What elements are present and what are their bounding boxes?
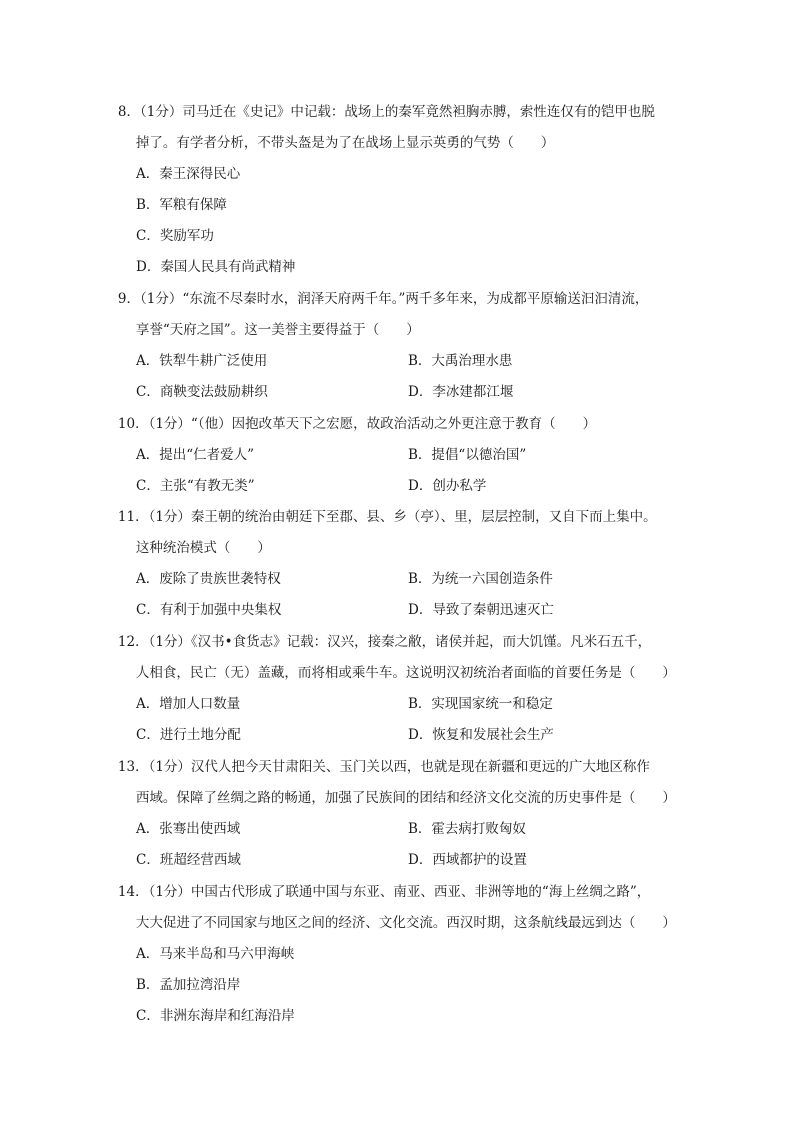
options-list [118, 689, 678, 751]
option-b[interactable]: B．实现国家统一和稳定 [408, 696, 553, 712]
stem-line-1: 14．（1分）中国古代形成了联通中国与东亚、南亚、西亚、非洲等地的“海上丝绸之路”， [117, 884, 651, 900]
stem-line-2: 享誉“天府之国”。这一美誉主要得益于（ ） [135, 322, 420, 338]
stem-line-1: 11．（1分）秦王朝的统治由朝廷下至郡、县、乡（亭）、里，层层控制，又自下而上集中。 [117, 509, 657, 525]
options-list [118, 564, 678, 626]
option-c[interactable]: C．非洲东海岸和红海沿岸 [136, 1008, 295, 1024]
option-d[interactable]: D．李冰建都江堰 [408, 384, 514, 400]
question-stem [118, 409, 678, 440]
question-10 [118, 409, 678, 502]
question-9 [118, 284, 678, 408]
option-b[interactable]: B．霍去病打败匈奴 [408, 821, 526, 837]
stem-line-2: 人相食，民亡（无）盖藏，而将相或乘牛车。这说明汉初统治者面临的首要任务是（ ） [135, 665, 676, 681]
options-list [118, 346, 678, 408]
stem-line-1: 12．（1分）《汉书•食货志》记载：汉兴，接秦之敝，诸侯并起，而大饥馑。凡米石五千， [117, 634, 652, 650]
option-c[interactable]: C．主张“有教无类” [136, 478, 255, 494]
option-b[interactable]: B．大禹治理水患 [408, 353, 513, 369]
question-stem [118, 877, 678, 939]
option-b[interactable]: B．为统一六国创造条件 [408, 571, 553, 587]
option-a[interactable]: A．铁犁牛耕广泛使用 [136, 353, 268, 369]
option-a[interactable]: A．马来半岛和马六甲海峡 [136, 946, 295, 962]
stem-line-2: 掉了。有学者分析，不带头盔是为了在战场上显示英勇的气势（ ） [135, 135, 555, 151]
question-11 [118, 502, 678, 626]
option-a[interactable]: A．秦王深得民心 [136, 166, 241, 182]
option-c[interactable]: C．奖励军功 [136, 228, 214, 244]
question-14 [118, 877, 678, 1032]
stem-line-1: 13．（1分）汉代人把今天甘肃阳关、玉门关以西，也就是现在新疆和更远的广大地区称作 [117, 759, 650, 775]
options-list [118, 159, 678, 283]
stem-line-1: 10．（1分）“（他）因抱改革天下之宏愿，故政治活动之外更注意于教育（ ） [117, 416, 597, 432]
options-list [118, 939, 678, 1032]
option-a[interactable]: A．张骞出使西域 [136, 821, 241, 837]
option-c[interactable]: C．商鞅变法鼓励耕织 [136, 384, 268, 400]
option-c[interactable]: C．有利于加强中央集权 [136, 602, 282, 618]
option-b[interactable]: B．军粮有保障 [136, 197, 227, 213]
stem-line-2: 大大促进了不同国家与地区之间的经济、文化交流。西汉时期，这条航线最远到达（ ） [135, 915, 676, 931]
option-a[interactable]: A．提出“仁者爱人” [136, 447, 255, 463]
question-8 [118, 97, 678, 283]
option-d[interactable]: D．导致了秦朝迅速灭亡 [408, 602, 554, 618]
option-a[interactable]: A．增加人口数量 [136, 696, 241, 712]
option-d[interactable]: D．恢复和发展社会生产 [408, 727, 554, 743]
option-c[interactable]: C．进行土地分配 [136, 727, 241, 743]
options-list [118, 814, 678, 876]
option-d[interactable]: D．创办私学 [408, 478, 487, 494]
question-stem [118, 627, 678, 689]
option-b[interactable]: B．提倡“以德治国” [408, 447, 527, 463]
stem-line-2: 西域。保障了丝绸之路的畅通，加强了民族间的团结和经济文化交流的历史事件是（ ） [135, 790, 676, 806]
stem-line-2: 这种统治模式（ ） [135, 540, 271, 556]
option-d[interactable]: D．西域都护的设置 [408, 852, 527, 868]
question-stem [118, 284, 678, 346]
question-stem [118, 752, 678, 814]
question-stem [118, 502, 678, 564]
option-d[interactable]: D．秦国人民具有尚武精神 [136, 259, 296, 275]
option-a[interactable]: A．废除了贵族世袭特权 [136, 571, 281, 587]
stem-line-1: 9．（1分）“东流不尽秦时水，润泽天府两千年。”两千多年来，为成都平原输送汩汩清流， [117, 291, 649, 307]
question-12 [118, 627, 678, 751]
question-13 [118, 752, 678, 876]
option-c[interactable]: C．班超经营西域 [136, 852, 241, 868]
option-b[interactable]: B．孟加拉湾沿岸 [136, 977, 241, 993]
question-stem [118, 97, 678, 159]
stem-line-1: 8．（1分）司马迁在《史记》中记载：战场上的秦军竟然袒胸赤膊，索性连仅有的铠甲也脱 [117, 104, 655, 120]
options-list [118, 440, 678, 502]
